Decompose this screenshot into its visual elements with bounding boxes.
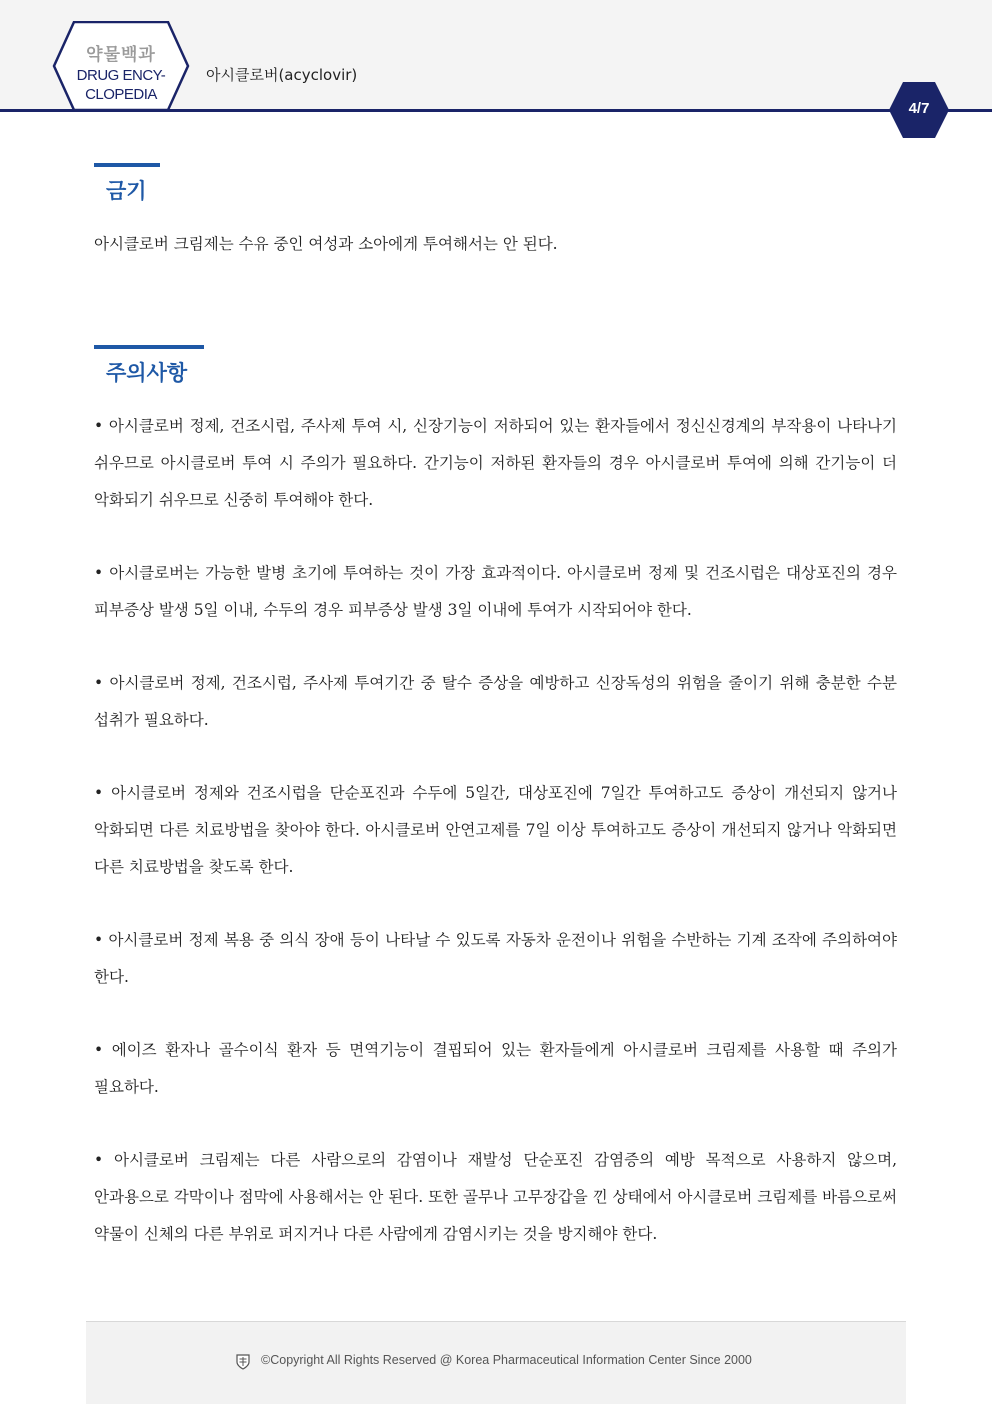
shield-crest-icon [236, 1354, 250, 1370]
logo-english-line1: DRUG ENCY- [76, 67, 166, 84]
contraindication-paragraph: 아시클로버 크림제는 수유 중인 여성과 소아에게 투여해서는 안 된다. [94, 235, 558, 253]
section-divider-contraindications [94, 163, 160, 167]
document-title: 아시클로버(acyclovir) [206, 66, 358, 84]
logo-korean-text: 약물백과 [86, 45, 156, 65]
copyright-text: ©Copyright All Rights Reserved @ Korea Pharmaceutical Information Center Since 2000 [261, 1353, 752, 1367]
precaution-item-1: • 아시클로버 정제, 건조시럽, 주사제 투여 시, 신장기능이 저하되어 있는 환자들에서 정신신경계의 부작용이 나타나기 쉬우므로 아시클로버 투여 시 주의가 필요하다. 간기능이 저하된 환자들의 경우 아시클로버 투여에 의해 간기능이 더 악화되기 쉬우므로 신중히 투여해야 한다. [94, 417, 897, 509]
precaution-item-3: • 아시클로버 정제, 건조시럽, 주사제 투여기간 중 탈수 증상을 예방하고 신장독성의 위험을 줄이기 위해 충분한 수분 섭취가 필요하다. [94, 674, 897, 729]
section-title-contraindications: 금기 [106, 179, 147, 203]
precaution-item-4: • 아시클로버 정제와 건조시럽을 단순포진과 수두에 5일간, 대상포진에 7일간 투여하고도 증상이 개선되지 않거나 악화되면 다른 치료방법을 찾아야 한다. 아시클로버 안연고제를 7일 이상 투여하고도 증상이 개선되지 않거나 악화되면 다른 치료방법을 찾도록 한다. [94, 784, 897, 876]
precaution-item-7: • 아시클로버 크림제는 다른 사람으로의 감염이나 재발성 단순포진 감염증의 예방 목적으로 사용하지 않으며, 안과용으로 각막이나 점막에 사용해서는 안 된다. 또한 골무나 고무장갑을 낀 상태에서 아시클로버 크림제를 바름으로써 약물이 신체의 다른 부위로 퍼지거나 다른 사람에게 감염시키는 것을 방지해야 한다. [94, 1151, 897, 1243]
precaution-item-6: • 에이즈 환자나 골수이식 환자 등 면역기능이 결핍되어 있는 환자들에게 아시클로버 크림제를 사용할 때 주의가 필요하다. [94, 1041, 897, 1096]
precaution-item-2: • 아시클로버는 가능한 발병 초기에 투여하는 것이 가장 효과적이다. 아시클로버 정제 및 건조시럽은 대상포진의 경우 피부증상 발생 5일 이내, 수두의 경우 피부증상 발생 3일 이내에 투여가 시작되어야 한다. [94, 564, 897, 619]
logo-english-line2: CLOPEDIA [85, 86, 157, 103]
precaution-item-5: • 아시클로버 정제 복용 중 의식 장애 등이 나타날 수 있도록 자동차 운전이나 위험을 수반하는 기계 조작에 주의하여야 한다. [94, 931, 897, 986]
logo-english-text [52, 66, 190, 104]
page-indicator: 4/7 [908, 100, 930, 117]
section-title-precautions: 주의사항 [106, 361, 188, 385]
section-divider-precautions [94, 345, 204, 349]
